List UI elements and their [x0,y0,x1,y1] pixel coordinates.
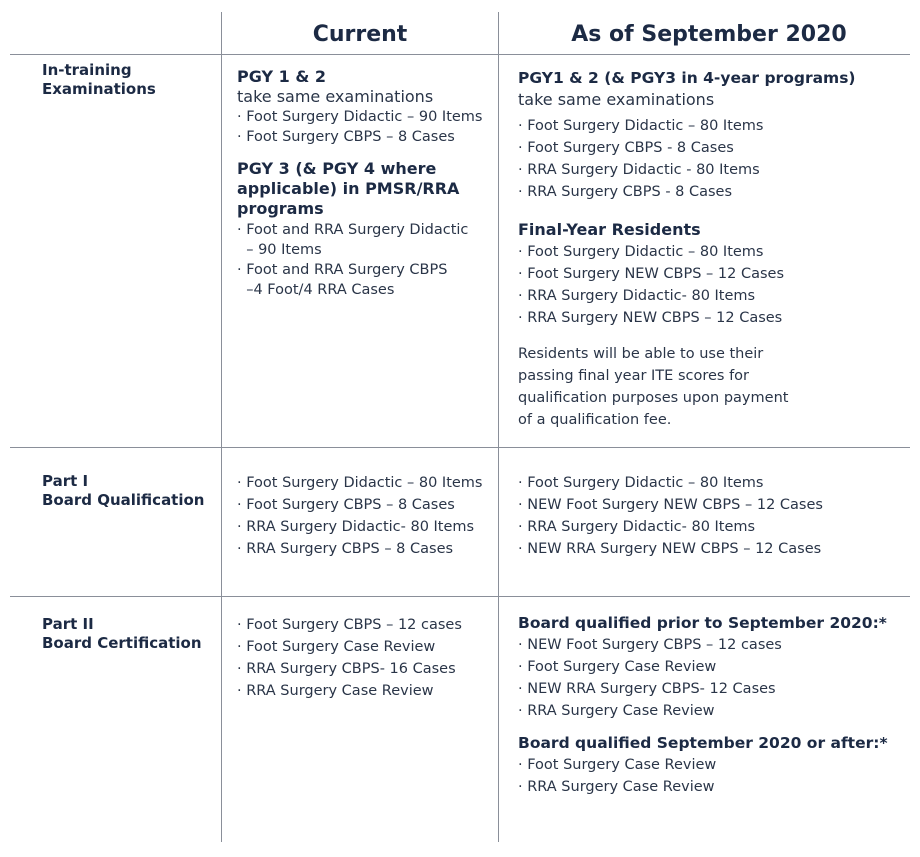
cell-part2-as-of [518,612,888,798]
board-qualified-after-heading: Board qualified September 2020 or after:* [518,734,888,752]
cell-in-training-as-of [518,68,856,431]
pgy12-subheading: take same examinations [237,87,434,106]
list-item: · Foot and RRA Surgery Didactic [237,222,469,238]
list-item: –4 Foot/4 RRA Cases [237,282,395,298]
pgy3-heading: programs [237,199,324,218]
list-item: · Foot Surgery CBPS - 8 Cases [518,140,734,156]
pgy3-heading: applicable) in PMSR/RRA [237,179,460,198]
pgy12-heading: PGY 1 & 2 [237,67,327,86]
list-item: · RRA Surgery NEW CBPS – 12 Cases [518,310,783,326]
row-divider-2 [10,596,910,597]
pgy12-heading: PGY1 & 2 (& PGY3 in 4-year programs) [518,69,856,87]
list-item: · Foot Surgery Didactic – 80 Items [518,475,764,491]
board-qualified-prior-heading: Board qualified prior to September 2020:* [518,614,887,632]
qualification-note: qualification purposes upon payment [518,390,789,406]
list-item: · RRA Surgery CBPS - 8 Cases [518,184,733,200]
list-item: · Foot Surgery Didactic – 80 Items [518,244,764,260]
row-label-part1 [42,472,204,510]
pgy3-heading: PGY 3 (& PGY 4 where [237,159,437,178]
row-label-line: Board Qualification [42,491,205,509]
list-item: · RRA Surgery CBPS- 16 Cases [237,661,456,677]
list-item: · RRA Surgery Didactic- 80 Items [237,519,475,535]
cell-part1-as-of [518,472,823,560]
cell-in-training-current [237,67,483,300]
list-item: · Foot Surgery Case Review [518,757,717,773]
qualification-note: Residents will be able to use their [518,346,764,362]
row-label-in-training [42,61,156,99]
list-item: · Foot Surgery CBPS – 8 Cases [237,129,455,145]
list-item: – 90 Items [237,242,322,258]
list-item: · Foot Surgery Didactic – 80 Items [518,118,764,134]
list-item: · Foot Surgery Case Review [518,659,717,675]
list-item: · Foot Surgery Case Review [237,639,436,655]
column-divider-left [221,12,222,842]
row-label-line: Part I [42,472,89,490]
list-item: · NEW RRA Surgery CBPS- 12 Cases [518,681,776,697]
list-item: · RRA Surgery Didactic - 80 Items [518,162,760,178]
list-item: · RRA Surgery CBPS – 8 Cases [237,541,454,557]
row-label-part2 [42,615,202,653]
qualification-note: of a qualification fee. [518,412,672,428]
row-label-line: Board Certification [42,634,202,652]
cell-part1-current [237,472,483,560]
list-item: · Foot and RRA Surgery CBPS [237,262,448,278]
header-divider [10,54,910,55]
cell-part2-current [237,614,462,702]
row-label-line: Part II [42,615,94,633]
qualification-note: passing final year ITE scores for [518,368,750,384]
list-item: · NEW RRA Surgery NEW CBPS – 12 Cases [518,541,822,557]
list-item: · RRA Surgery Didactic- 80 Items [518,519,756,535]
pgy12-subheading: take same examinations [518,90,715,109]
list-item: · Foot Surgery NEW CBPS – 12 Cases [518,266,784,282]
list-item: · Foot Surgery Didactic – 80 Items [237,475,483,491]
list-item: · RRA Surgery Case Review [518,703,715,719]
list-item: · NEW Foot Surgery NEW CBPS – 12 Cases [518,497,823,513]
row-divider-1 [10,447,910,448]
list-item: · RRA Surgery Case Review [518,779,715,795]
row-label-line: Examinations [42,80,156,98]
column-heading-as-of: As of September 2020 [571,22,847,47]
list-item: · RRA Surgery Case Review [237,683,434,699]
list-item: · Foot Surgery CBPS – 12 cases [237,617,462,633]
column-heading-current: Current [312,22,408,47]
column-divider-right [498,12,499,842]
list-item: · RRA Surgery Didactic- 80 Items [518,288,756,304]
list-item: · NEW Foot Surgery CBPS – 12 cases [518,637,782,653]
list-item: · Foot Surgery CBPS – 8 Cases [237,497,455,513]
row-label-line: In-training [42,61,132,79]
final-year-heading: Final-Year Residents [518,220,701,239]
list-item: · Foot Surgery Didactic – 90 Items [237,109,483,125]
